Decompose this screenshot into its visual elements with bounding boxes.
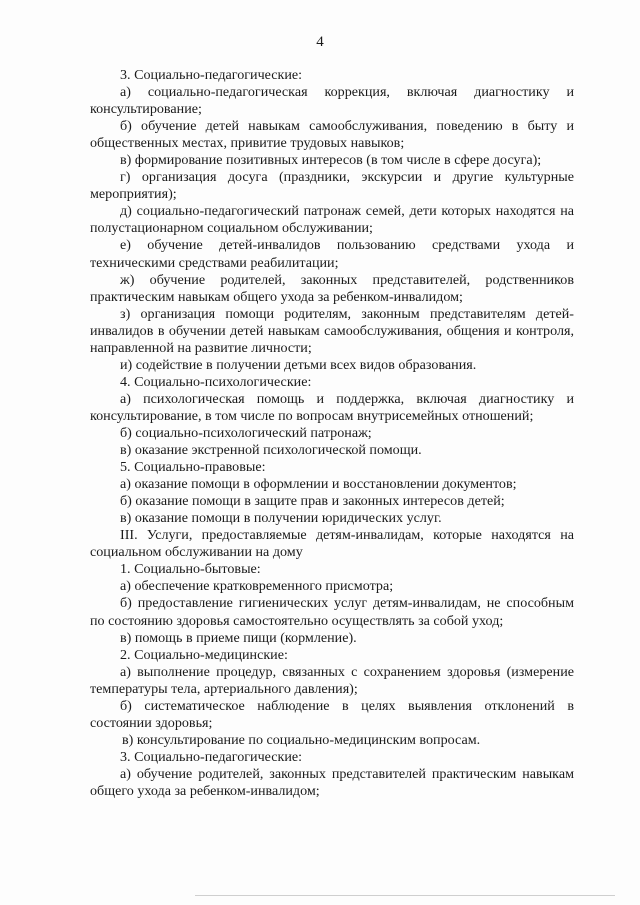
list-item: в) консультирование по социально-медицинским вопросам. (122, 731, 481, 748)
list-item: а) обеспечение кратковременного присмотра; (120, 578, 394, 595)
list-item: и) содействие в получении детьми всех видов образования. (120, 356, 477, 373)
list-item: б) систематическое наблюдение в целях выявления отклонений в состоянии здоровья; (90, 697, 574, 731)
section-heading: 3. Социально-педагогические: (120, 748, 303, 765)
list-item: в) оказание помощи в получении юридических услуг. (120, 510, 442, 527)
list-item: б) оказание помощи в защите прав и законных интересов детей; (120, 493, 505, 510)
list-item: а) оказание помощи в оформлении и восстановлении документов; (120, 476, 517, 493)
list-item: г) организация досуга (праздники, экскурсии и другие культурные мероприятия); (90, 169, 574, 203)
list-item: в) оказание экстренной психологической помощи. (120, 442, 422, 459)
list-item: з) организация помощи родителям, законным представителям детей-инвалидов в обучении детей навыкам самообслуживания, общения и контроля, направленной на развитие личности; (90, 305, 574, 356)
list-item: б) социально-психологический патронаж; (120, 424, 372, 441)
section-heading: 4. Социально-психологические: (120, 373, 312, 390)
list-item: ж) обучение родителей, законных представителей, родственников практическим навыкам общего ухода за ребенком-инвалидом; (90, 271, 574, 305)
list-item: в) формирование позитивных интересов (в том числе в сфере досуга); (120, 152, 542, 169)
list-item: е) обучение детей-инвалидов пользованию средствами ухода и техническими средствами реабилитации; (90, 237, 574, 271)
list-item: б) обучение детей навыкам самообслуживания, поведению в быту и общественных местах, привитие трудовых навыков; (90, 118, 574, 152)
page-number: 4 (316, 34, 324, 50)
scan-artifact-line (195, 895, 615, 896)
section-heading: 3. Социально-педагогические: (120, 67, 303, 83)
list-item: а) социально-педагогическая коррекция, включая диагностику и консультирование; (90, 84, 574, 118)
list-item: в) помощь в приеме пищи (кормление). (120, 629, 357, 646)
list-item: а) выполнение процедур, связанных с сохранением здоровья (измерение температуры тела, артериального давления); (90, 663, 574, 697)
list-item: а) обучение родителей, законных представителей практическим навыкам общего ухода за ребенком-инвалидом; (90, 765, 574, 799)
list-item: д) социально-педагогический патронаж семей, дети которых находятся на полустационарном социальном обслуживании; (90, 203, 574, 237)
chapter-heading: III. Услуги, предоставляемые детям-инвалидам, которые находятся на социальном обслуживании на дому (90, 527, 574, 561)
document-body (90, 67, 574, 800)
list-item: а) психологическая помощь и поддержка, включая диагностику и консультирование, в том числе по вопросам внутрисемейных отношений; (90, 390, 574, 424)
section-heading: 2. Социально-медицинские: (120, 646, 288, 663)
section-heading: 1. Социально-бытовые: (120, 561, 261, 578)
section-heading: 5. Социально-правовые: (120, 459, 266, 476)
list-item: б) предоставление гигиенических услуг детям-инвалидам, не способным по состоянию здоровья самостоятельно осуществлять за собой уход; (90, 595, 574, 629)
